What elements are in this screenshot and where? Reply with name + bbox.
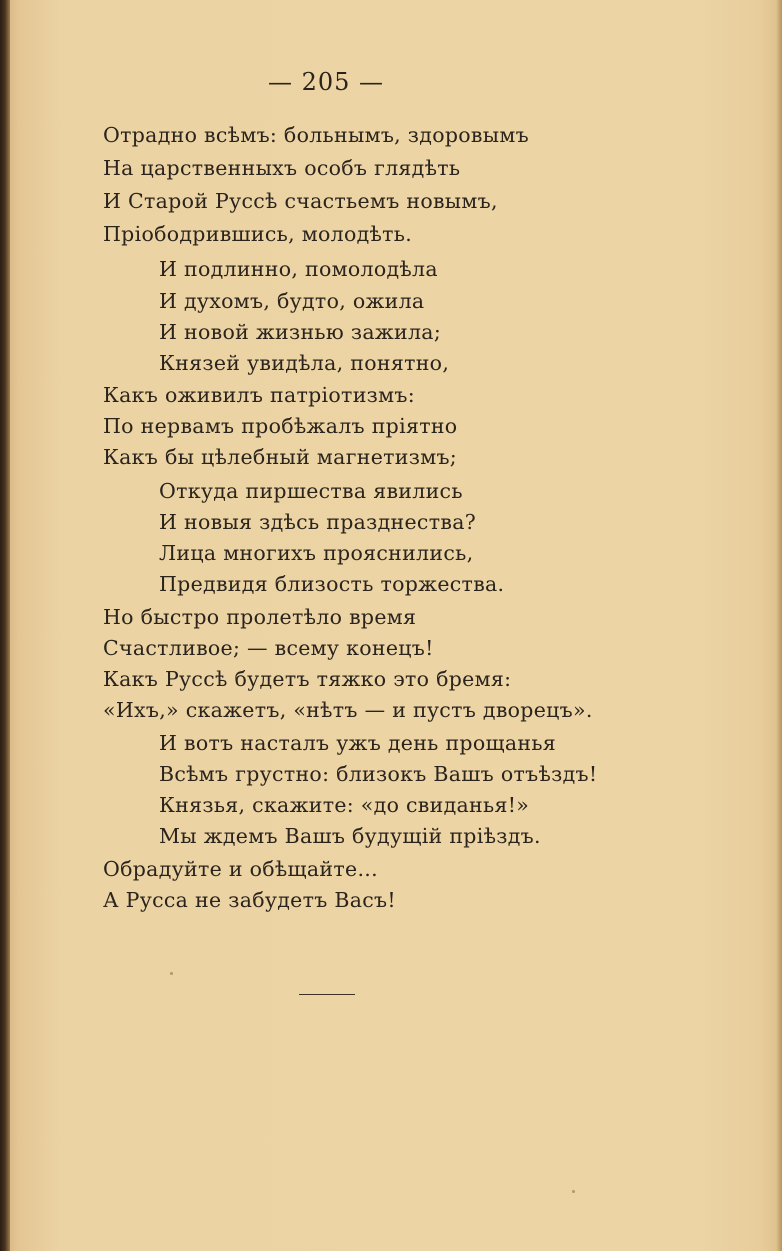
poem-line: И новой жизнью зажила; bbox=[159, 320, 442, 344]
poem-line: Какъ бы цѣлебный магнетизмъ; bbox=[103, 445, 458, 469]
poem-line: Счастливое; — всему конецъ! bbox=[103, 636, 434, 660]
poem-line: А Русса не забудетъ Васъ! bbox=[103, 888, 396, 912]
poem-line: И Старой Руссѣ счастьемъ новымъ, bbox=[103, 189, 498, 213]
poem-line: Обрадуйте и обѣщайте... bbox=[103, 857, 378, 881]
poem-line: Князей увидѣла, понятно, bbox=[159, 351, 450, 375]
end-divider bbox=[299, 994, 355, 995]
poem-line: По нервамъ пробѣжалъ пріятно bbox=[103, 414, 458, 438]
poem-line: Откуда пиршества явились bbox=[159, 479, 463, 503]
poem-line: Но быстро пролетѣло время bbox=[103, 605, 417, 629]
poem-line: Отрадно всѣмъ: больнымъ, здоровымъ bbox=[103, 123, 529, 147]
poem-line: «Ихъ,» скажетъ, «нѣтъ — и пустъ дворецъ». bbox=[103, 698, 593, 722]
page-number: — 205 — bbox=[267, 68, 385, 96]
poem-line: Какъ оживилъ патріотизмъ: bbox=[103, 383, 415, 407]
page-binding-edge bbox=[0, 0, 10, 1251]
paper-speck bbox=[170, 972, 173, 975]
poem-line: Князья, скажите: «до свиданья!» bbox=[159, 793, 530, 817]
paper-speck bbox=[572, 1190, 575, 1193]
poem-line: И новыя здѣсь празднества? bbox=[159, 510, 477, 534]
poem-line: Предвидя близость торжества. bbox=[159, 572, 505, 596]
poem-line: Пріободрившись, молодѣть. bbox=[103, 222, 413, 246]
poem-line: Какъ Руссѣ будетъ тяжко это бремя: bbox=[103, 667, 512, 691]
poem-line: И вотъ насталъ ужъ день прощанья bbox=[159, 731, 557, 755]
page-right-edge bbox=[776, 0, 782, 1251]
poem-line: Мы ждемъ Вашъ будущій пріѣздъ. bbox=[159, 824, 541, 848]
poem-line: И духомъ, будто, ожила bbox=[159, 289, 425, 313]
poem-line: На царственныхъ особъ глядѣть bbox=[103, 156, 461, 180]
poem-line: Лица многихъ прояснились, bbox=[159, 541, 474, 565]
poem-line: Всѣмъ грустно: близокъ Вашъ отъѣздъ! bbox=[159, 762, 598, 786]
poem-line: И подлинно, помолодѣла bbox=[159, 257, 438, 281]
